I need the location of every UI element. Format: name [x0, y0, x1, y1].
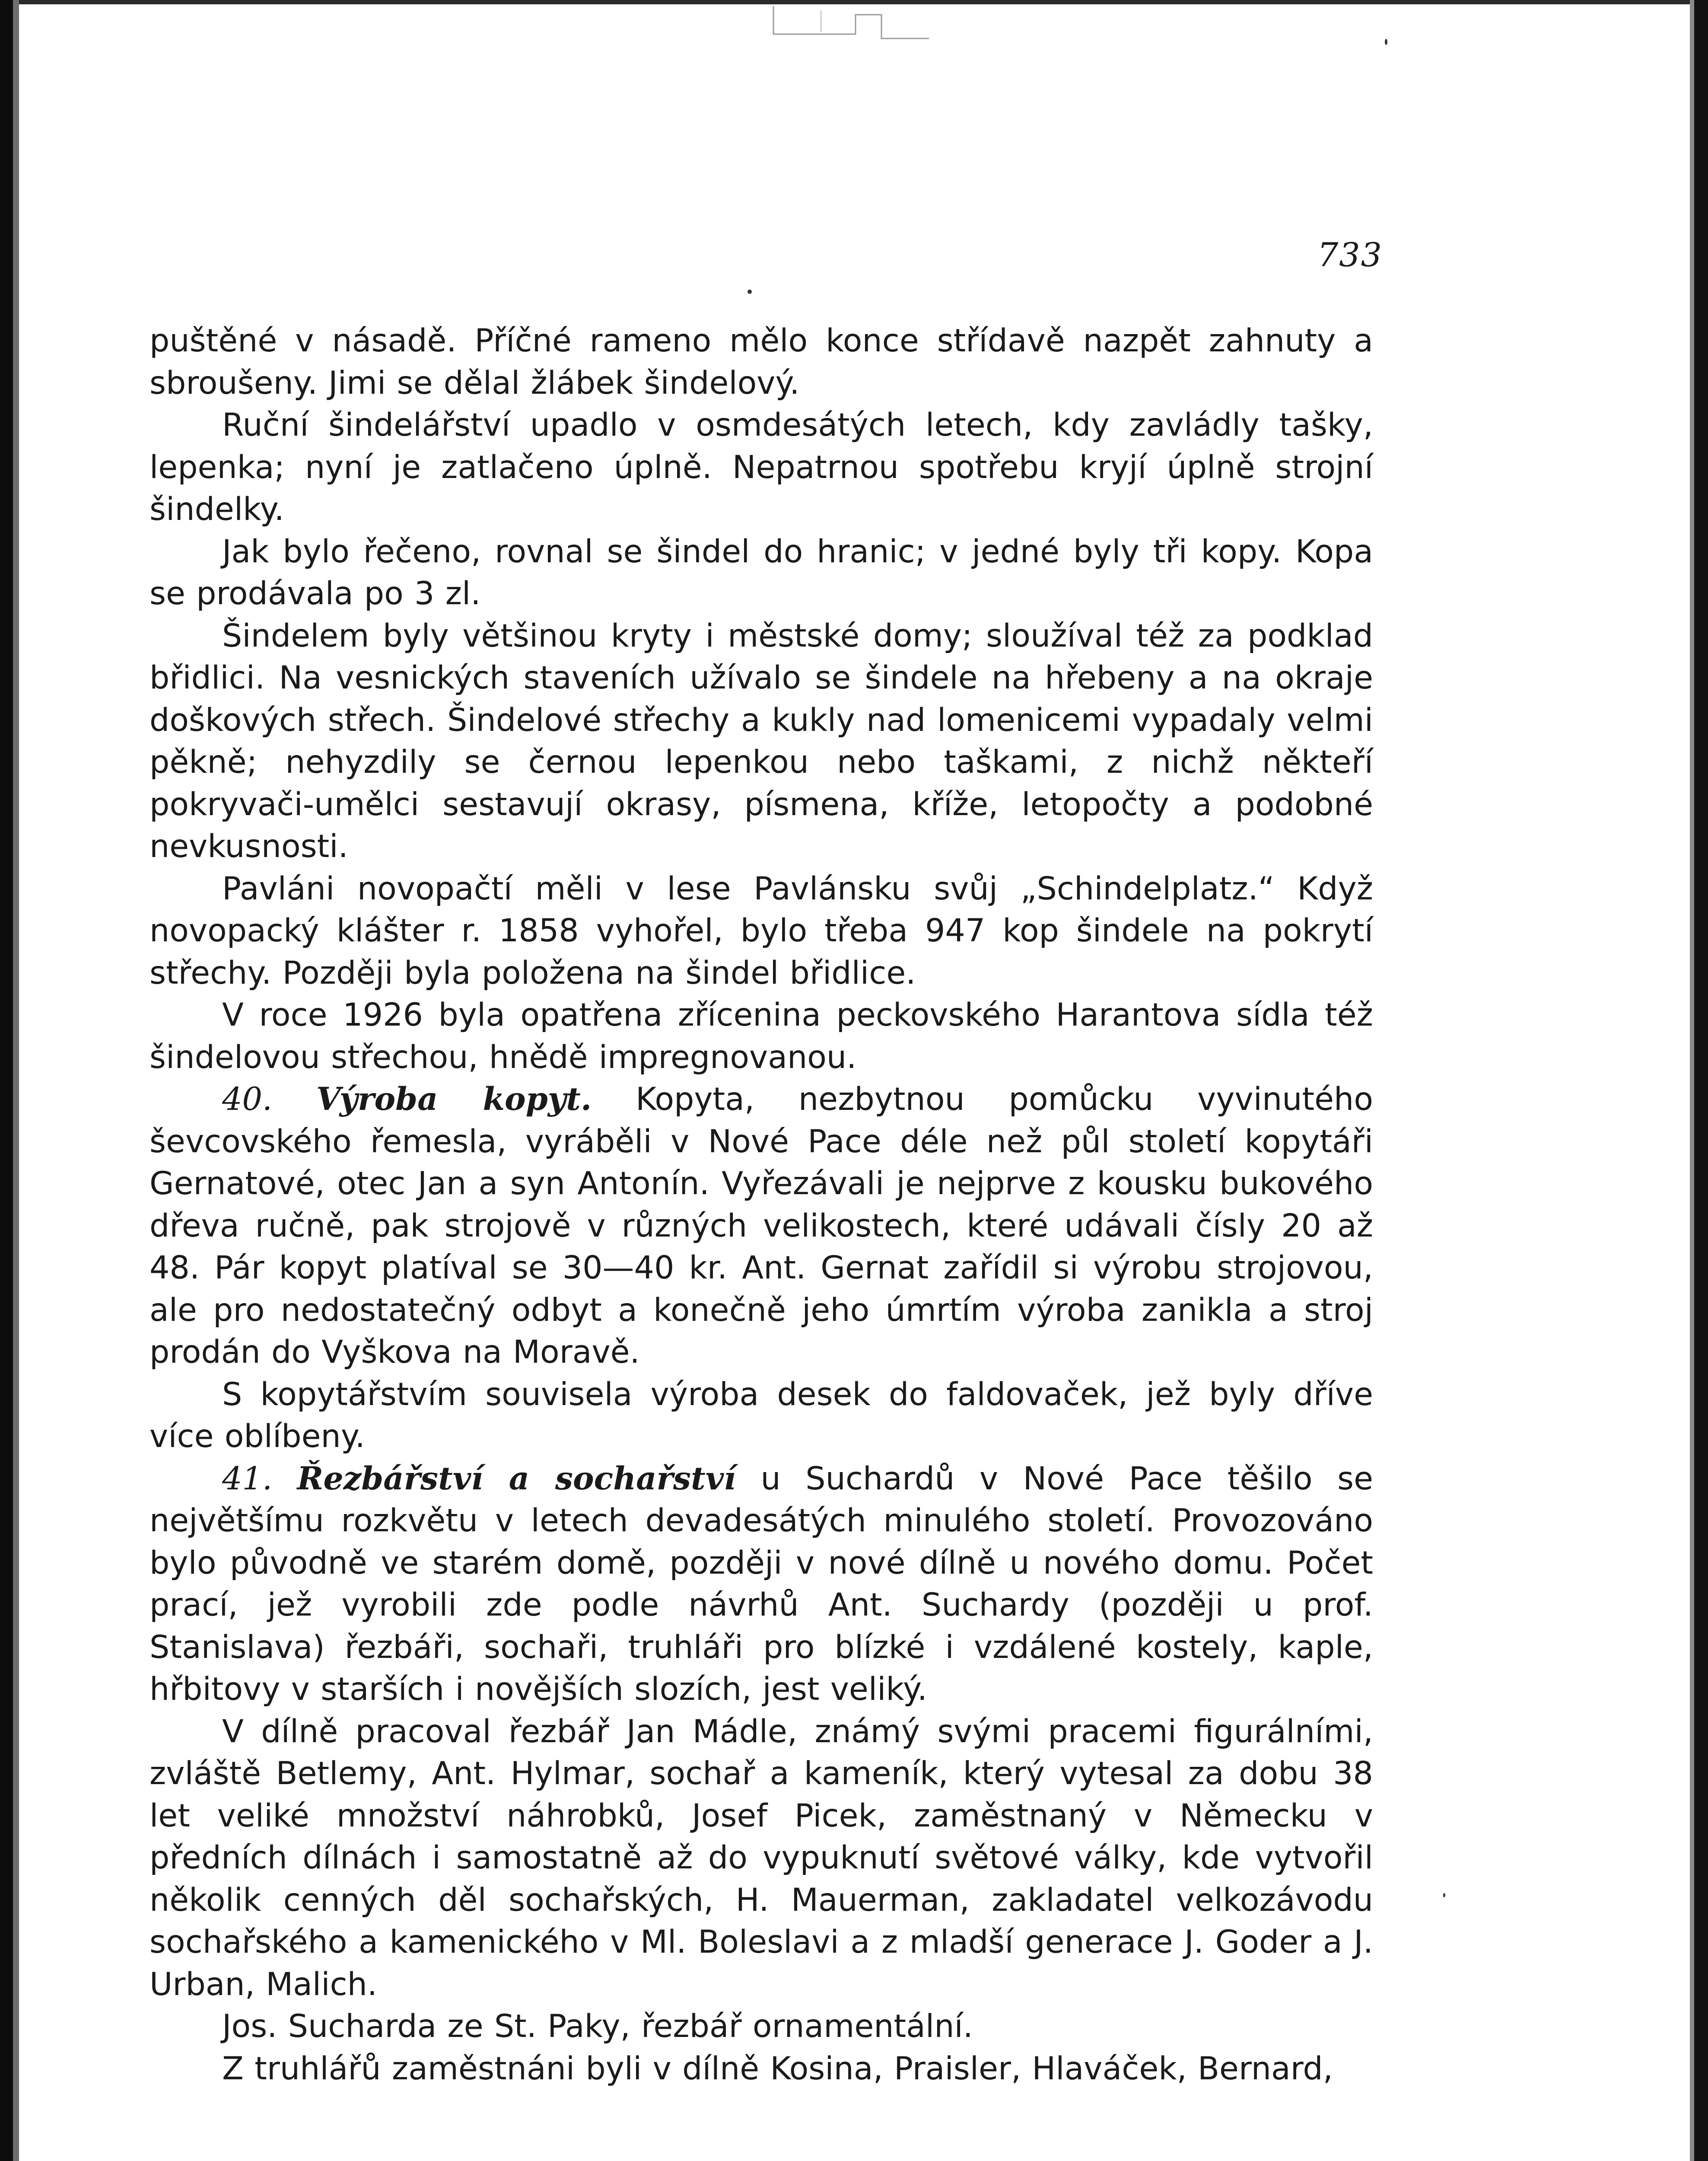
- scan-border-top: [0, 0, 1708, 4]
- scan-speck: [747, 290, 752, 294]
- binding-mark: [769, 6, 933, 41]
- paragraph: [149, 615, 1373, 868]
- page-body: [149, 320, 1373, 2090]
- scan-border-right: [1694, 0, 1708, 2161]
- paragraph: [149, 1374, 1373, 1458]
- paragraph: [149, 531, 1373, 615]
- paragraph-text: V dílně pracoval řezbář Jan Mádle, známý svými pracemi figurálními, zvláště Betlemy, Ant. Hylmar, sochař a kameník, který vytesal za dobu 38 let veliké množství náhrobků, Josef Picek, zaměstnaný v Německu v předních dílnách i samostatně až do vypuknutí světové války, kde vytvořil několik cenných děl sochařských, H. Mauerman, zakladatel velkozávodu sochařského a kamenického v Ml. Boleslavi a z mladší generace J. Goder a J. Urban, Malich.: [149, 1713, 1373, 2003]
- scan-border-left-shadow: [13, 0, 19, 2161]
- paragraph: [149, 994, 1373, 1078]
- section-title: Řezbářství a sochařství: [297, 1460, 736, 1497]
- paragraph: [149, 868, 1373, 994]
- paragraph: [149, 1711, 1373, 2006]
- paragraph: [149, 404, 1373, 531]
- page-number: 733: [1317, 236, 1383, 274]
- section-41-paragraph: [149, 1458, 1373, 1711]
- paragraph-text: u Suchardů v Nové Pace těšilo se největšímu rozkvětu v letech devadesátých minulého století. Provozováno bylo původně ve starém domě, později v nové dílně u nového domu. Počet prací, jež vyrobili zde podle návrhů Ant. Suchardy (později u prof. Stanislava) řezbáři, sochaři, truhláři pro blízké i vzdálené kostely, kaple, hřbitovy v starších i novějších slozích, jest veliký.: [149, 1460, 1373, 1708]
- paragraph-text: Z truhlářů zaměstnáni byli v dílně Kosina, Praisler, Hlaváček, Bernard,: [222, 2050, 1333, 2087]
- paragraph: [149, 320, 1373, 404]
- paragraph: [149, 2048, 1373, 2090]
- paragraph-text: Ruční šindelářství upadlo v osmdesátých letech, kdy zavládly tašky, lepenka; nyní je zatlačeno úplně. Nepatrnou spotřebu kryjí úplně strojní šindelky.: [149, 407, 1373, 528]
- scan-speck: [1443, 1893, 1445, 1897]
- paragraph-text: puštěné v násadě. Příčné rameno mělo konce střídavě nazpět zahnuty a sbroušeny. Jimi se dělal žlábek šindelový.: [149, 322, 1373, 402]
- paragraph-text: Jak bylo řečeno, rovnal se šindel do hranic; v jedné byly tři kopy. Kopa se prodávala po 3 zl.: [149, 533, 1373, 612]
- paragraph-text: Kopyta, nezbytnou pomůcku vyvinutého ševcovského řemesla, vyráběli v Nové Pace déle než půl století kopytáři Gernatové, otec Jan a syn Antonín. Vyřezávali je nejprve z kousku bukového dřeva ručně, pak strojově v různých velikostech, které udávali čísly 20 až 48. Pár kopyt platíval se 30—40 kr. Ant. Gernat zařídil si výrobu strojovou, ale pro nedostatečný odbyt a konečně jeho úmrtím výroba zanikla a stroj prodán do Vyškova na Moravě.: [149, 1081, 1373, 1371]
- paragraph: [149, 2005, 1373, 2048]
- paragraph-text: Jos. Sucharda ze St. Paky, řezbář ornamentální.: [222, 2008, 973, 2045]
- paragraph-text: Pavláni novopačtí měli v lese Pavlánsku svůj „Schindelplatz.“ Když novopacký klášter r. 1858 vyhořel, bylo třeba 947 kop šindele na pokrytí střechy. Později byla položena na šindel břidlice.: [149, 870, 1373, 991]
- section-40-paragraph: [149, 1078, 1373, 1374]
- scan-speck: [1385, 39, 1387, 45]
- section-number: 40.: [222, 1081, 273, 1118]
- paragraph-text: Šindelem byly většinou kryty i městské domy; sloužíval též za podklad břidlici. Na vesnických staveních užívalo se šindele na hřebeny a na okraje doškových střech. Šindelové střechy a kukly nad lomenicemi vypadaly velmi pěkně; nehyzdily se černou lepenkou nebo taškami, z nichž někteří pokryvači-umělci sestavují okrasy, písmena, kříže, letopočty a podobné nevkusnosti.: [149, 617, 1373, 865]
- section-number: 41.: [222, 1460, 273, 1497]
- section-heading: [222, 1081, 592, 1118]
- section-title: Výroba kopyt.: [316, 1080, 592, 1118]
- section-heading: [222, 1460, 736, 1497]
- scan-border-left: [0, 0, 13, 2161]
- paragraph-text: S kopytářstvím souvisela výroba desek do faldovaček, jež byly dříve více oblíbeny.: [149, 1376, 1373, 1455]
- paragraph-text: V roce 1926 byla opatřena zřícenina peckovského Harantova sídla též šindelovou střechou, hnědě impregnovanou.: [149, 997, 1373, 1076]
- scan-border-right-shadow: [1690, 0, 1694, 2161]
